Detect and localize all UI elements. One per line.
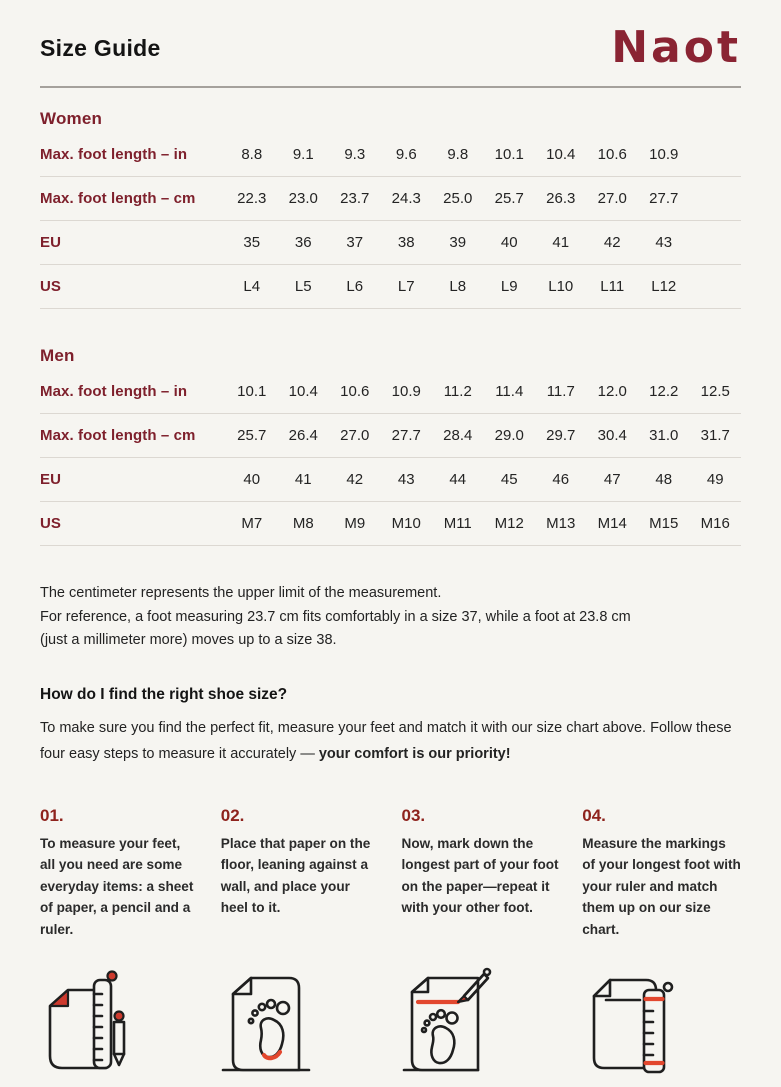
- size-value-cell: M9: [344, 515, 366, 532]
- size-value-cell: 23.0: [288, 190, 318, 207]
- page-title: Size Guide: [40, 34, 161, 61]
- paper-ruler-pencil-icon: [40, 966, 142, 1082]
- step-text: To measure your feet, all you need are some everyday items: a sheet of paper, a pencil and a ruler.: [40, 835, 194, 937]
- howto-intro-text: To make sure you find the perfect fit, measure your feet and match it with our size chart above. Follow these four easy steps to measure it accurately —: [40, 719, 732, 762]
- size-value-cell: L8: [449, 278, 467, 295]
- measuring-steps: [40, 806, 741, 941]
- size-value-cell: 10.6: [597, 146, 627, 163]
- size-value-cell: 27.7: [649, 190, 679, 207]
- size-table-row: [40, 265, 741, 309]
- size-value-cell: 43: [397, 471, 415, 488]
- size-value-cell: 22.3: [237, 190, 267, 207]
- size-value-cell: 11.7: [546, 383, 575, 400]
- step-text: Place that paper on the floor, leaning against a wall, and place your heel to it.: [220, 835, 371, 916]
- size-table-row: [40, 221, 741, 265]
- size-value-cell: 39: [449, 234, 467, 251]
- size-value-cell: M10: [391, 515, 421, 532]
- size-value-cell: 12.0: [597, 383, 627, 400]
- size-table-row: [40, 458, 741, 502]
- size-value-cell: 10.9: [649, 146, 679, 163]
- note-line: The centimeter represents the upper limit of the measurement.: [40, 585, 442, 601]
- size-value-cell: 12.2: [649, 383, 679, 400]
- size-value-cell: L4: [243, 278, 261, 295]
- size-value-cell: M8: [292, 515, 314, 532]
- size-value-cell: 26.4: [288, 427, 318, 444]
- size-value-cell: 10.1: [237, 383, 267, 400]
- women-section-heading: Women: [40, 109, 103, 128]
- size-value-cell: L10: [548, 278, 574, 295]
- size-value-cell: 36: [294, 234, 312, 251]
- step-text: Measure the markings of your longest foot with your ruler and match them up on our size chart.: [582, 835, 741, 937]
- size-value-cell: 9.6: [395, 146, 417, 163]
- size-value-cell: 46: [552, 471, 570, 488]
- size-value-cell: 31.0: [649, 427, 679, 444]
- paper-heel-footprint-icon: [221, 966, 323, 1082]
- row-label: Max. foot length – cm: [40, 190, 196, 207]
- measurement-note: [40, 582, 741, 653]
- size-value-cell: 10.4: [546, 146, 576, 163]
- size-value-cell: 11.4: [495, 383, 524, 400]
- step-04: [582, 806, 741, 941]
- size-value-cell: 27.7: [391, 427, 421, 444]
- size-value-cell: 25.7: [237, 427, 267, 444]
- step-number: 04.: [582, 805, 606, 825]
- size-value-cell: 25.0: [443, 190, 473, 207]
- naot-logo: Naot: [611, 22, 741, 73]
- size-value-cell: 10.9: [391, 383, 421, 400]
- step-number: 02.: [220, 805, 245, 825]
- howto-intro: [40, 715, 741, 767]
- size-value-cell: 30.4: [597, 427, 627, 444]
- size-table-row: [40, 502, 741, 546]
- row-label: Max. foot length – in: [40, 146, 188, 163]
- size-value-cell: M15: [649, 515, 679, 532]
- size-value-cell: 26.3: [546, 190, 576, 207]
- size-value-cell: 47: [603, 471, 621, 488]
- size-value-cell: 10.6: [340, 383, 370, 400]
- step-icons-row: [40, 966, 741, 1082]
- women-size-table: [40, 133, 741, 309]
- size-value-cell: 31.7: [700, 427, 730, 444]
- row-label: US: [40, 515, 62, 532]
- size-value-cell: 40: [500, 234, 518, 251]
- size-value-cell: M12: [494, 515, 524, 532]
- step-number: 03.: [401, 805, 426, 825]
- step-02: [221, 806, 380, 941]
- size-value-cell: L11: [600, 278, 625, 295]
- size-value-cell: L6: [346, 278, 364, 295]
- size-value-cell: 24.3: [391, 190, 421, 207]
- size-value-cell: 9.3: [344, 146, 366, 163]
- paper-footprint-pencil-mark-icon: [402, 966, 504, 1082]
- header-divider: [40, 86, 741, 88]
- size-value-cell: 28.4: [443, 427, 473, 444]
- howto-heading: How do I find the right shoe size?: [40, 685, 288, 703]
- row-label: Max. foot length – cm: [40, 427, 196, 444]
- men-size-table: [40, 370, 741, 546]
- paper-ruler-measure-icon: [582, 966, 684, 1082]
- size-value-cell: 10.1: [494, 146, 524, 163]
- step-number: 01.: [40, 805, 64, 825]
- size-value-cell: M16: [700, 515, 730, 532]
- size-table-row: [40, 370, 741, 414]
- size-value-cell: M14: [597, 515, 627, 532]
- size-value-cell: 27.0: [340, 427, 370, 444]
- howto-intro-bold-text: your comfort is our priority!: [318, 745, 511, 762]
- size-value-cell: 41: [294, 471, 312, 488]
- row-label: EU: [40, 471, 62, 488]
- note-line: (just a millimeter more) moves up to a size 38.: [40, 632, 337, 648]
- size-value-cell: 11.2: [443, 383, 472, 400]
- size-value-cell: 38: [397, 234, 415, 251]
- size-value-cell: 23.7: [340, 190, 370, 207]
- size-value-cell: 9.1: [292, 146, 314, 163]
- size-value-cell: 42: [603, 234, 621, 251]
- size-value-cell: L7: [397, 278, 415, 295]
- size-value-cell: L9: [500, 278, 518, 295]
- size-value-cell: 40: [243, 471, 261, 488]
- size-value-cell: M13: [546, 515, 576, 532]
- size-value-cell: 42: [346, 471, 364, 488]
- size-value-cell: L5: [294, 278, 312, 295]
- row-label: Max. foot length – in: [40, 383, 188, 400]
- size-value-cell: 29.0: [494, 427, 524, 444]
- size-table-row: [40, 133, 741, 177]
- size-value-cell: 43: [655, 234, 673, 251]
- step-text: Now, mark down the longest part of your foot on the paper—repeat it with your other foot.: [401, 835, 559, 916]
- size-value-cell: 37: [346, 234, 364, 251]
- size-value-cell: 41: [552, 234, 570, 251]
- size-value-cell: 25.7: [494, 190, 524, 207]
- row-label: US: [40, 278, 62, 295]
- size-value-cell: 29.7: [546, 427, 576, 444]
- size-value-cell: 49: [706, 471, 724, 488]
- step-03: [402, 806, 561, 941]
- size-table-row: [40, 414, 741, 458]
- size-value-cell: L12: [651, 278, 677, 295]
- note-line: For reference, a foot measuring 23.7 cm fits comfortably in a size 37, while a foot at 23.8 cm: [40, 608, 631, 625]
- row-label: EU: [40, 234, 62, 251]
- size-value-cell: M11: [443, 515, 472, 532]
- size-value-cell: 10.4: [288, 383, 318, 400]
- size-value-cell: 12.5: [700, 383, 730, 400]
- size-value-cell: 8.8: [241, 146, 263, 163]
- size-value-cell: M7: [241, 515, 263, 532]
- header: [40, 0, 741, 73]
- size-table-row: [40, 177, 741, 221]
- step-01: [40, 806, 199, 941]
- size-value-cell: 35: [243, 234, 261, 251]
- size-value-cell: 27.0: [597, 190, 627, 207]
- size-value-cell: 9.8: [447, 146, 469, 163]
- men-section-heading: Men: [40, 346, 75, 365]
- size-value-cell: 48: [655, 471, 673, 488]
- size-value-cell: 45: [500, 471, 518, 488]
- size-value-cell: 44: [449, 471, 467, 488]
